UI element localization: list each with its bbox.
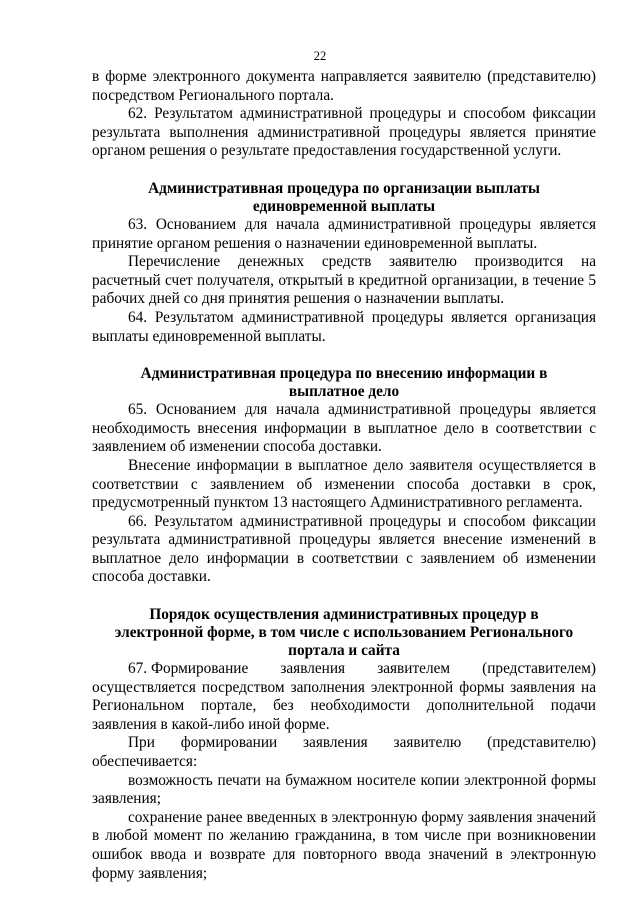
page-number: 22: [313, 49, 327, 63]
paragraph-65: 65. Основанием для начала административной процедуры является необходимость внесения информации в выплатное дело в соответствии с заявлением об изменении способа доставки.: [92, 401, 596, 456]
paragraph-print-copy: возможность печати на бумажном носителе копии электронной формы заявления;: [92, 771, 596, 808]
heading-line: единовременной выплаты: [252, 197, 436, 215]
paragraph-68-first-line: [92, 734, 596, 753]
paragraph-save-values: сохранение ранее введенных в электронную форму заявления значений в любой момент по желанию гражданина, в том числе при возникновении ошибок ввода и возврате для повторного ввода значений в электронную форму заявления;: [92, 808, 596, 882]
section-heading-electronic: [92, 606, 596, 660]
heading-line: Порядок осуществления административных процедур в: [149, 606, 539, 624]
heading-line: портала и сайта: [288, 642, 400, 660]
word: заявителю: [393, 734, 462, 752]
paragraph-62: 62. Результатом административной процедуры и способом фиксации результата выполнения административной процедуры является принятие органом решения о результате предоставления государственной услуги.: [92, 105, 596, 160]
heading-line: Административная процедура по внесению информации в: [140, 365, 548, 383]
word: (представителю): [487, 734, 596, 752]
paragraph-67-first-line: [92, 660, 596, 679]
word: заявителем: [377, 660, 451, 678]
paragraph-continuation: в форме электронного документа направляется заявителю (представителю) посредством Регионального портала.: [92, 68, 596, 104]
word: заявления: [280, 660, 346, 678]
document-body: [92, 68, 596, 883]
word: заявления: [303, 734, 368, 752]
heading-line: выплатное дело: [288, 383, 400, 401]
word: (представителем): [482, 660, 596, 678]
paragraph-63: 63. Основанием для начала административной процедуры является принятие органом решения о назначении единовременной выплаты.: [92, 215, 596, 252]
paragraph-68: обеспечивается:: [92, 753, 198, 771]
paragraph-67: осуществляется посредством заполнения электронной формы заявления на Региональном портале, без необходимости дополнительной подачи заявления в какой-либо иной форме.: [92, 678, 596, 733]
word: При: [128, 734, 155, 752]
heading-line: Административная процедура по организации выплаты: [148, 179, 540, 197]
paragraph-64: 64. Результатом административной процедуры является организация выплаты единовременной выплаты.: [92, 308, 596, 345]
heading-line: электронной форме, в том числе с использованием Регионального: [114, 624, 574, 642]
word: формировании: [180, 734, 278, 752]
paragraph-65-entry: Внесение информации в выплатное дело заявителя осуществляется в соответствии с заявлением об изменении способа доставки в срок, предусмотренный пунктом 13 настоящего Административного регламента.: [92, 456, 596, 512]
section-heading-payment: [92, 180, 596, 216]
section-heading-payment-file: [92, 365, 596, 401]
paragraph-66: 66. Результатом административной процедуры и способом фиксации результата административной процедуры является внесение изменений в выплатное дело информации в соответствии с заявлением об изменении способа доставки.: [92, 512, 596, 586]
paragraph-63-transfer: Перечисление денежных средств заявителю производится на расчетный счет получателя, открытый в кредитной организации, в течение 5 рабочих дней со дня принятия решения о назначении выплаты.: [92, 253, 596, 308]
word: 67. Формирование: [128, 660, 249, 678]
